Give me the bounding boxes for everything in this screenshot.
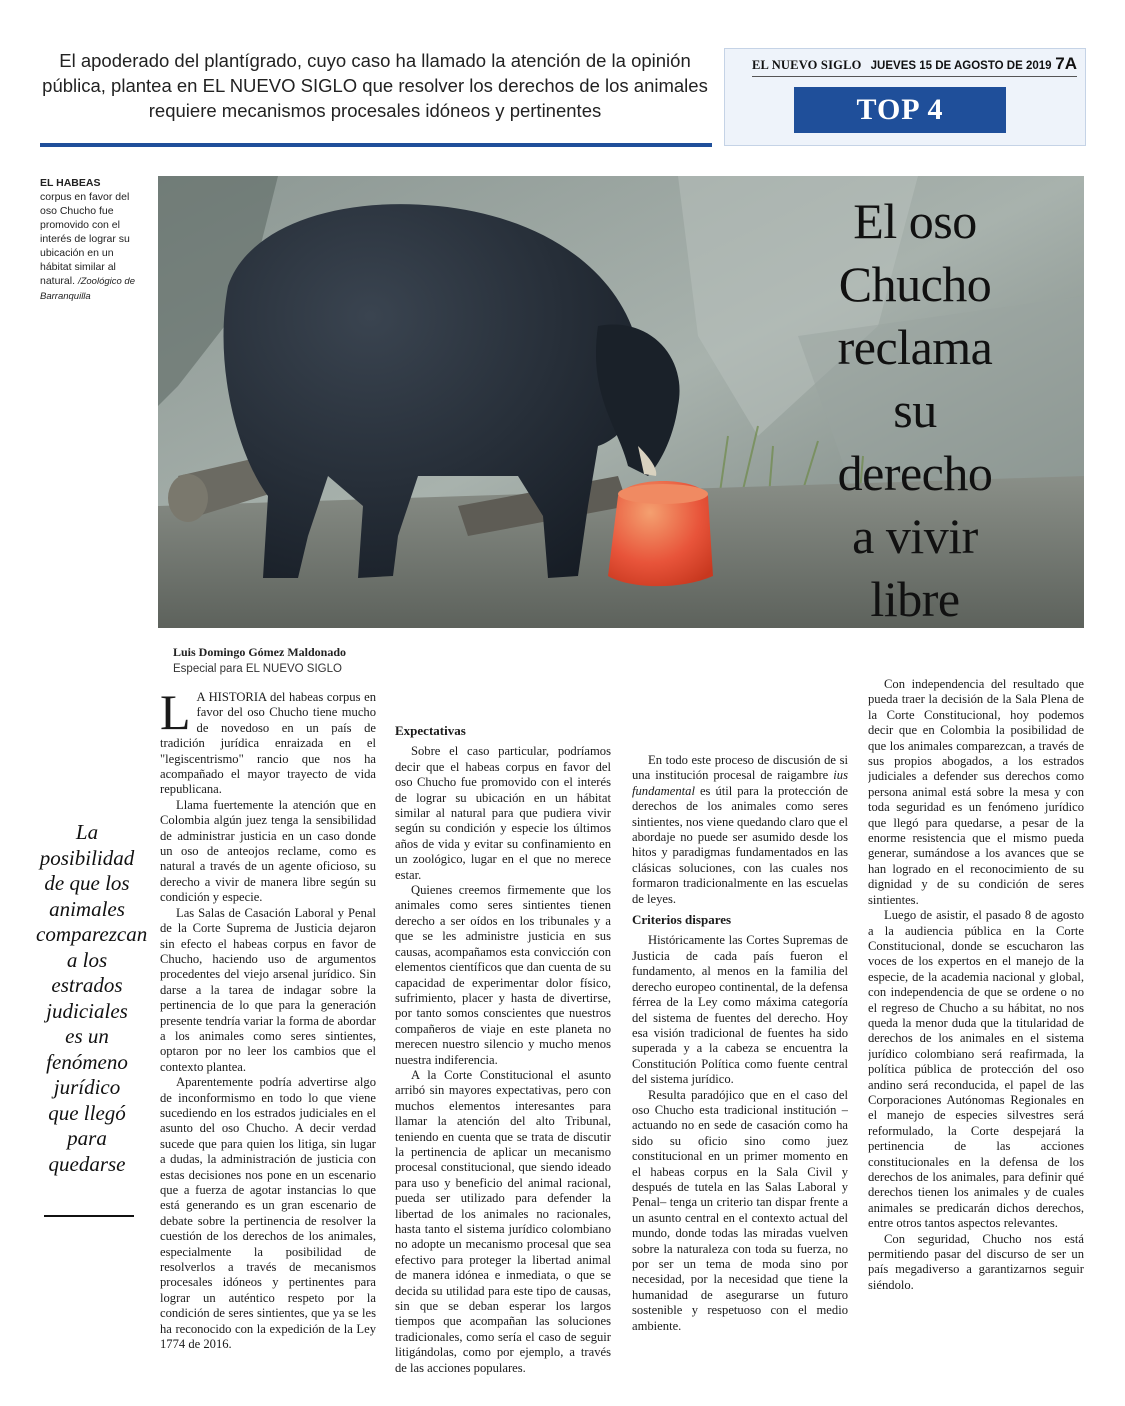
page-number: 7A <box>1055 54 1077 73</box>
headline-line: libre <box>870 571 960 627</box>
article-column-4 <box>868 645 1084 1293</box>
pull-quote: La posibilidad de que los animales comparezcan a los estrados judiciales es un fenómeno jurídico que llegó para quedarse <box>36 820 148 1176</box>
article-paragraph: En todo este proceso de discusión de si una institución procesal de raigambre ius fundamental es útil para la protección de derechos de los animales como seres sintientes, nos viene quedando claro que el abordaje no puede ser asumido desde los hitos y paradigmas fundamentados en las clásicas soluciones, con las cuales nos formaron tradicionalmente en las escuelas de leyes. <box>632 753 848 906</box>
publication-name: EL NUEVO SIGLO <box>752 58 862 72</box>
headline-line: reclama <box>837 319 993 375</box>
deck-rule <box>40 143 712 147</box>
photo-caption <box>40 176 140 304</box>
article-column-3 <box>632 645 848 1334</box>
headline <box>808 190 1022 631</box>
headline-line: a vivir <box>852 508 978 564</box>
pull-quote-rule <box>44 1215 134 1217</box>
article-paragraph: Aparentemente podría advertirse algo de inconformismo en todo lo que viene sucediendo en los estrados judiciales en el asunto del oso Chucho. A decir verdad sucede que para quien los litiga, sin lugar a dudas, la administración de justicia con estas decisiones nos pone en un escenario que a fuerza de agotar instancias lo que está generando es un gran escenario de debate sobre la pertinencia de resolver la cuestión de los derechos de los animales, especialmente la posibilidad de resolverlos a través de mecanismos procesales idóneos y pertinentes para lograr un auténtico respeto por la condición de seres sintientes, que ya se les ha reconocido con la expedición de la Ley 1774 de 2016. <box>160 1075 376 1352</box>
headline-line: El oso <box>853 193 977 249</box>
article-paragraph: Con seguridad, Chucho nos está permitiendo pasar del discurso de ser un país megadiverso a garantizarnos seguir siéndolo. <box>868 1231 1084 1292</box>
article-paragraph: Llama fuertemente la atención que en Colombia algún juez tenga la sensibilidad de administrar justicia en un caso donde un oso de anteojos reclame, como es natural a través de un agente oficioso, su derecho a vivir de manera libre según su condición y especie. <box>160 797 376 905</box>
article-paragraph: L A HISTORIA del habeas corpus en favor del oso Chucho tiene mucho de novedoso en un país de tradición jurídica enraizada en el "legiscentrismo" rancio que nos ha acompañado el mayor trayecto de vida republicana. <box>160 690 376 797</box>
article-deck: El apoderado del plantígrado, cuyo caso ha llamado la atención de la opinión pública, plantea en EL NUEVO SIGLO que resolver los derechos de los animales requiere mecanismos procesales idóneos y pertinentes <box>42 50 708 121</box>
article-paragraph: Con independencia del resultado que pueda traer la decisión de la Sala Plena de la Corte Constitucional, hoy podemos decir que en Colombia la posibilidad de que los animales comparezcan, a través de sus propios abogados, a los estrados judiciales a defender sus derechos como persona animal está sobre la mesa y con toda seguridad es un fenómeno jurídico que llegó para quedarse, a pesar de la enorme resistencia que el mismo pueda generar, sumándose a los avances que se han logrado en el reconocimiento de su dignidad y de su condición de seres sintientes. <box>868 677 1084 907</box>
article-paragraph: Sobre el caso particular, podríamos decir que el habeas corpus en favor del oso Chucho fue promovido con el interés de lograr su ubicación en un hábitat similar al natural para que pudiera vivir según su condición y especie los últimos años de vida y evitar su confinamiento en un zoológico, lugar en el que no merece estar. <box>395 744 611 882</box>
flag-rule <box>752 76 1077 77</box>
article-paragraph: Luego de asistir, el pasado 8 de agosto a la audiencia pública en la Corte Constitucional, donde se escucharon las voces de los expertos en el manejo de la especie, de la academia nacional y global, con independencia de que se ordene o no el regreso de Chucho a su hábitat, no nos queda la menor duda que la titularidad de derechos de los animales en el sistema jurídico colombiano será reafirmada, la política pública de protección del oso andino será reconducida, el papel de las Corporaciones Autónomas Regionales en el manejo de especies silvestres será reformulado, la Corte despejará la pertinencia de las acciones constitucionales en la defensa de los derechos de los animales, para definir qué derechos tienen los animales y de cuales animales se predicarán dichos derechos, entre otros tantos aspectos relevantes. <box>868 908 1084 1231</box>
subhead-expectativas: Expectativas <box>395 723 466 738</box>
article-paragraph: Históricamente las Cortes Supremas de Justicia de cada país fueron el fundamento, al menos en la familia del derecho europeo continental, de la defensa férrea de la Ley como máxima categoría del sistema de fuentes del derecho. Hoy esa visión tradicional de fuentes ha sido superada y a la cabeza se encuentra la Constitución Política como fuente central del sistema jurídico. <box>632 933 848 1087</box>
headline-line: derecho <box>837 445 993 501</box>
headline-line: Chucho <box>838 256 992 312</box>
caption-kicker: EL HABEAS <box>40 177 101 189</box>
article-column-2 <box>395 645 611 1376</box>
article-paragraph: A la Corte Constitucional el asunto arribó sin mayores expectativas, pero con muchos elementos interesantes para llamar la atención del alto Tribunal, teniendo en cuenta que se trata de discutir la pertinencia de aplicar un mecanismo procesal constitucional, que siendo ideado para uso y beneficio del animal racional, pueda ser utilizado para defender la libertad de los animales no racionales, hasta tanto el sistema jurídico colombiano no adopte un mecanismo procesal que sea efectivo para proteger la libertad animal de manera idónea e inmediata, o que se decida su utilidad para este tipo de causas, sin que se deban esperar los largos tiempos que acompañan las soluciones tradicionales, como sería el caso de seguir litigándolas, como por ejemplo, a través de las acciones populares. <box>395 1067 611 1375</box>
photo-credit: /Zoológico de Barranquilla <box>40 276 135 302</box>
drop-cap: L <box>160 690 191 740</box>
subhead-criterios: Criterios dispares <box>632 912 732 928</box>
section-badge: TOP 4 <box>794 87 1006 133</box>
byline-role: Especial para EL NUEVO SIGLO <box>173 663 342 675</box>
article-column-1 <box>160 690 376 1352</box>
caption-text: corpus en favor del oso Chucho fue promovido con el interés de lograr su ubicación en un hábitat similar al natural. <box>40 191 130 287</box>
page-flag <box>752 54 1077 73</box>
article-paragraph: Resulta paradójico que en el caso del oso Chucho esta tradicional institución –actuando no en sede de casación como ha sido su oficio sino como juez constitucional en un primer momento en el habeas corpus en la Sala Civil y después de tutela en las Salas Laboral y Penal– tenga un criterio tan dispar frente a un asunto central en el contexto actual del mundo, donde todas las miradas vuelven sobre la naturaleza con toda su fuerza, no por ser un tema de moda sino por necesidad, por la necesidad que tiene la humanidad de asegurarse un futuro sostenible y respetuoso con el medio ambiente. <box>632 1087 848 1333</box>
headline-line: su <box>893 382 937 438</box>
article-paragraph: Quienes creemos firmemente que los animales como seres sintientes tienen derecho a ser oídos en los tribunales y a que se les administre justicia en sus causas, acompañamos esta convicción con elementos científicos que dan cuenta de su capacidad de experimentar dolor físico, sufrimiento, placer y hasta de divertirse, por tanto somos conscientes que nuestros compañeros de viaje en este planeta no merecen nuestro silencio y mucho menos nuestra indiferencia. <box>395 883 611 1067</box>
article-paragraph: Las Salas de Casación Laboral y Penal de la Corte Suprema de Justicia dejaron sin efecto el habeas corpus en favor de Chucho, haciendo uso de argumentos procedentes del viejo arsenal jurídico. Sin darse a la tarea de indagar sobre la pertinencia de lo que para la generación presente tendría variar la forma de abordar a los animales como seres sintientes, optaron por no leer los cambios que el contexto plantea. <box>160 905 376 1074</box>
byline-author: Luis Domingo Gómez Maldonado <box>173 645 347 659</box>
issue-date: JUEVES 15 DE AGOSTO DE 2019 <box>870 60 1052 72</box>
